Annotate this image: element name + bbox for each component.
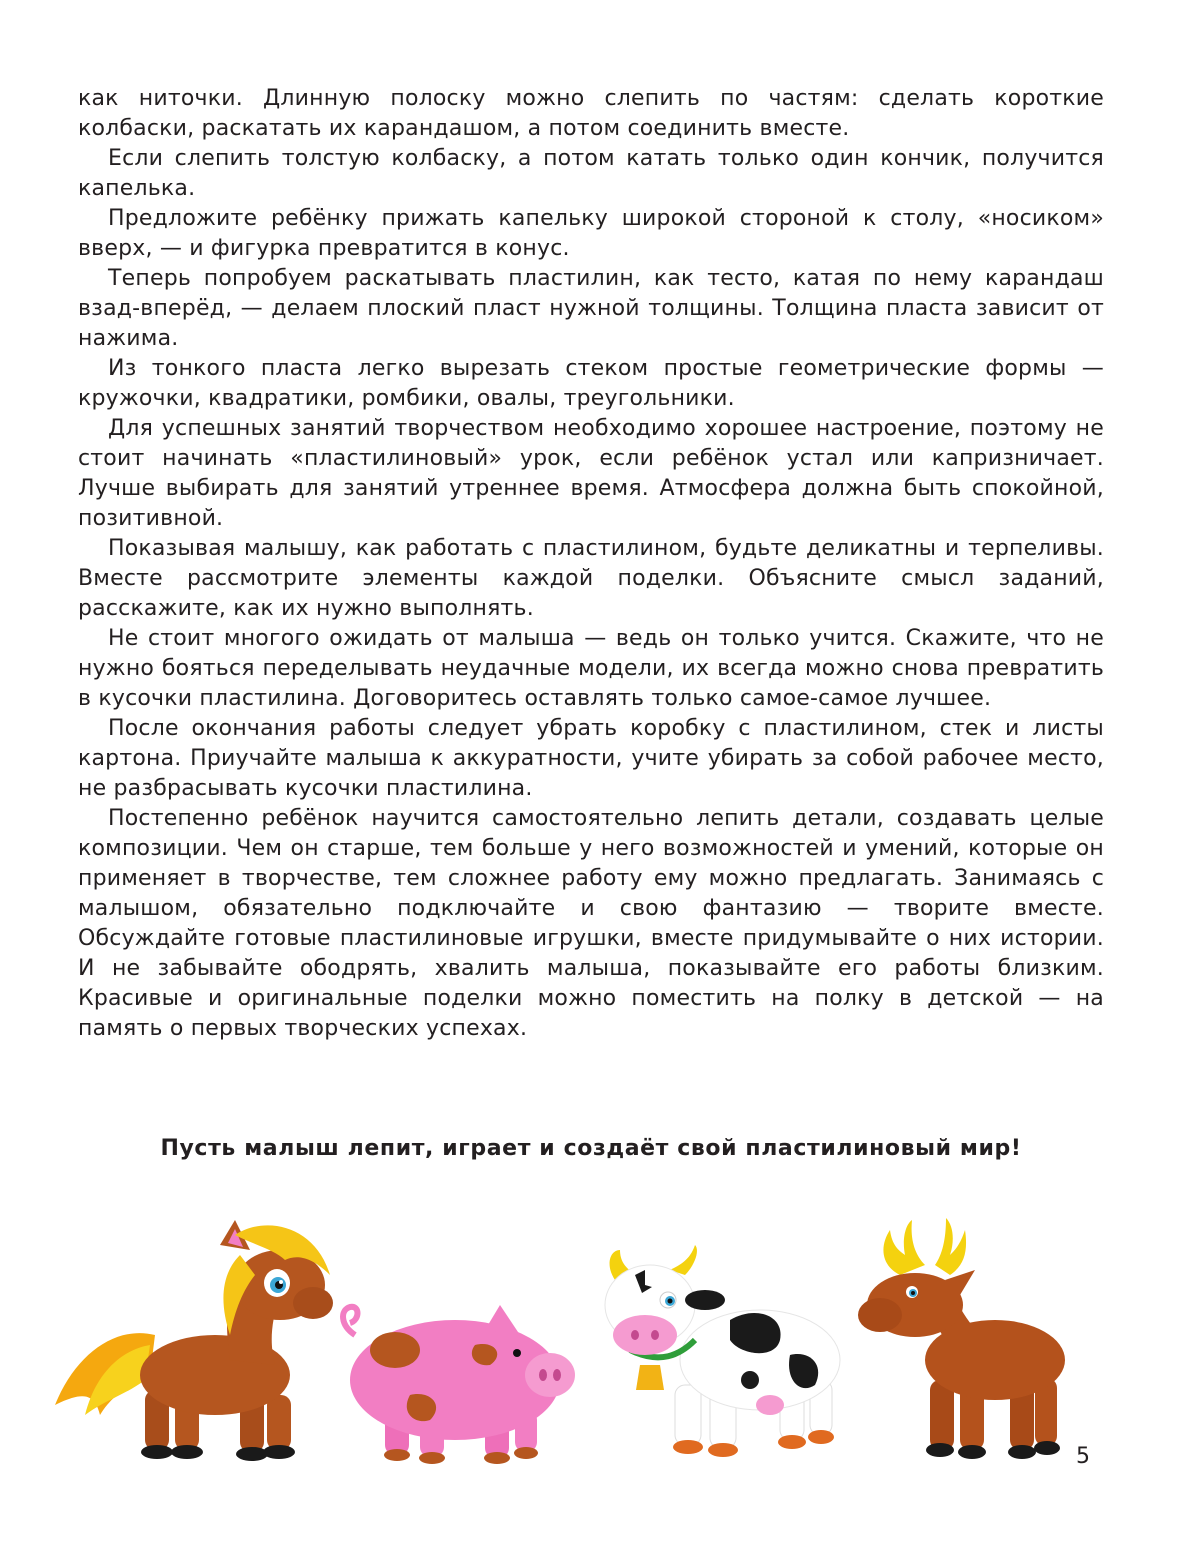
paragraph-4: Теперь попробуем раскатывать пластилин, как тесто, катая по нему карандаш взад-вперёд, — делаем плоский пласт нужной толщины. Толщина пласта зависит от нажима. [78, 266, 1104, 351]
paragraph-7: Показывая малышу, как работать с пластилином, будьте деликатны и терпеливы. Вместе рассмотрите элементы каждой поделки. Объясните смысл заданий, расскажите, как их нужно выполнять. [78, 536, 1104, 621]
animal-illustrations [0, 1195, 1193, 1485]
paragraph-6: Для успешных занятий творчеством необходимо хорошее настроение, поэтому не стоит начинать «пластилиновый» урок, если ребёнок устал или капризничает. Лучше выбирать для занятий утреннее время. Атмосфера должна быть спокойной, позитивной. [78, 416, 1104, 531]
paragraph-2: Если слепить толстую колбаску, а потом катать только один кончик, получится капелька. [78, 146, 1104, 201]
cow-illustration [590, 1245, 850, 1470]
paragraph-1: как ниточки. Длинную полоску можно слепить по частям: сделать короткие колбаски, раскатать их карандашом, а потом соединить вместе. [78, 86, 1104, 141]
moose-illustration [850, 1210, 1075, 1470]
paragraph-10: Постепенно ребёнок научится самостоятельно лепить детали, создавать целые композиции. Чем он старше, тем больше у него возможностей и умений, которые он применяет в творчестве, тем сложнее работу ему можно предлагать. Занимаясь с малышом, обязательно подключайте и свою фантазию — творите вместе. Обсуждайте готовые пластилиновые игрушки, вместе придумывайте о них истории. И не забывайте ободрять, хвалить малыша, показывайте его работы близким. Красивые и оригинальные поделки можно поместить на полку в детской — на память о первых творческих успехах. [78, 806, 1104, 1041]
paragraph-3: Предложите ребёнку прижать капельку широкой стороной к столу, «носиком» вверх, — и фигурка превратится в конус. [78, 206, 1104, 261]
paragraph-9: После окончания работы следует убрать коробку с пластилином, стек и листы картона. Приучайте малыша к аккуратности, учите убирать за собой рабочее место, не разбрасывать кусочки пластилина. [78, 716, 1104, 801]
closing-line: Пусть малыш лепит, играет и создаёт свой пластилиновый мир! [160, 1136, 1022, 1161]
pig-illustration [335, 1295, 580, 1470]
horse-illustration [45, 1215, 335, 1475]
paragraph-8: Не стоит многого ожидать от малыша — ведь он только учится. Скажите, что не нужно бояться переделывать неудачные модели, их всегда можно снова превратить в кусочки пластилина. Договоритесь оставлять только самое-самое лучшее. [78, 626, 1104, 711]
paragraph-5: Из тонкого пласта легко вырезать стеком простые геометрические формы — кружочки, квадратики, ромбики, овалы, треугольники. [78, 356, 1104, 411]
body-text [78, 84, 1104, 1044]
page-number: 5 [1076, 1444, 1090, 1469]
